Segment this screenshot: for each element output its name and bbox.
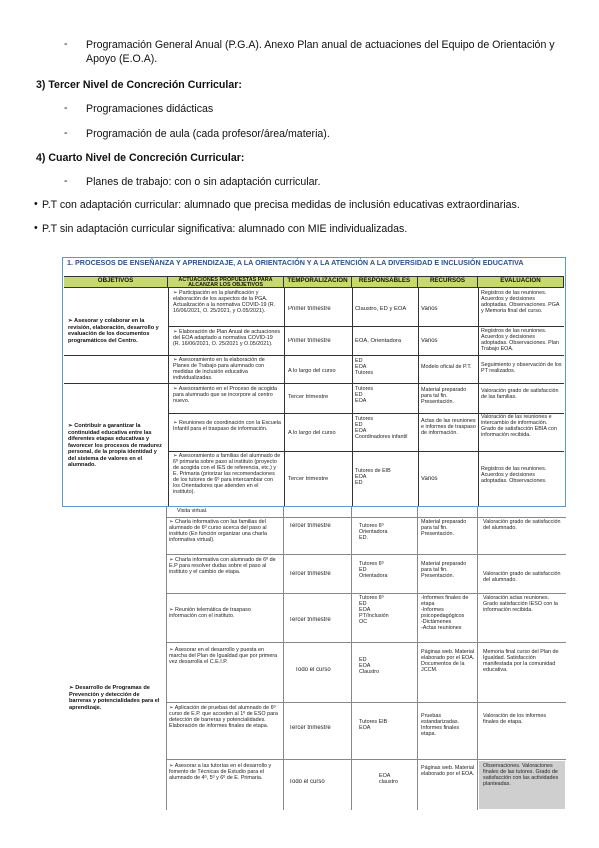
- recursos-cell: -Informes finales de etapa -Informes psicopedagógicos -Dictámenes -Actas reuniones: [421, 595, 469, 631]
- row-divider: [166, 642, 566, 643]
- heading-third-level: 3) Tercer Nivel de Concreción Curricular:: [36, 79, 242, 91]
- row-divider: [168, 451, 564, 452]
- header-actuaciones: ACTUACIONES PROPUESTAS PARA ALCANZAR LOS OBJETIVOS: [168, 276, 284, 288]
- bullet-pt-without-adaptation: P.T sin adaptación curricular significativa: alumnado con MIE individualizadas.: [42, 223, 408, 235]
- temporalizacion-cell: Todo el curso: [295, 667, 331, 673]
- header-evaluacion: EVALUACION: [478, 276, 564, 288]
- col-divider: [352, 288, 353, 506]
- recursos-cell: Páginas web. Material elaborado por el EOA.: [421, 765, 475, 777]
- dash-marker: -: [64, 38, 68, 50]
- objective-text: Contribuir a garantizar la continuidad educativa entre las diferentes etapas educativas y favorecer los procesos de madurez personal, de la propia identidad y del sistema de valores en el alumnado.: [68, 423, 162, 468]
- recursos-cell: Varios: [421, 306, 438, 312]
- row-divider: [166, 702, 566, 703]
- actuacion-cell: ➢ Asesorar en el desarrollo y puesta en marcha del Plan de Igualdad que por primera vez desarrolla el C.E.I.P.: [169, 647, 278, 665]
- recursos-cell: Material preparado para tal fin. Presentación.: [421, 387, 467, 405]
- list-item-pga: [86, 38, 576, 66]
- objective-cell: ➢ Contribuir a garantizar la continuidad educativa entre las diferentes etapas educativas y favorecer los procesos de madurez personal, de la propia identidad y del sistema de valores en el alumnado.: [64, 423, 168, 473]
- temporalizacion-cell: Todo el curso: [289, 779, 325, 785]
- responsables-cell: Claustro, ED y EOA: [355, 306, 407, 312]
- recursos-cell: Páginas web. Material elaborado por el EOA. Documentos de la JCCM.: [421, 649, 475, 673]
- actuacion-cell: ➢ Reunión telemática de traspaso información con el instituto.: [169, 607, 251, 619]
- table-section-title: 1. PROCESOS DE ENSEÑANZA Y APRENDIZAJE, A LA ORIENTACIÓN Y A LA ATENCIÓN A LA DIVERSIDAD E INCLUSIÓN EDUCATIVA: [67, 258, 524, 267]
- actuacion-text: Asesoramiento a familias del alumnado de 6º primaria sobre paso al instituto (proyecto de acogida con el IES de referencia, etc.) y E. Primaria (priorizar las recomendaciones de los tutores de 6º para intercambiar con los Orientadores que atienden en el instituto).: [173, 453, 281, 495]
- table-frame: [62, 257, 566, 507]
- actuacion-cell: ➢ Asesoramiento en la elaboración de Planes de Trabajo para alumnado con medidas de inclusión educativa individualizadas.: [173, 357, 265, 381]
- temporalizacion-cell: A lo largo del curso: [288, 430, 336, 436]
- evaluacion-cell: Seguimiento y observación de los PT realizados.: [481, 362, 562, 374]
- temporalizacion-cell: Tercer trimestre: [288, 476, 329, 482]
- row-divider: [64, 383, 564, 384]
- actuacion-cell: ➢ Aplicación de pruebas del alumnado de 6º curso de E.P. que acceden al 1º de ESO para detección de barreras y potencialidades. Elaboración de informes finales de etapa.: [169, 705, 278, 729]
- dash-marker: -: [64, 175, 68, 187]
- header-responsables: RESPONSABLES: [352, 276, 418, 288]
- evaluacion-cell: Valoración actas reuniones. Grado satisfacción IESO con la información recibida.: [483, 595, 558, 613]
- responsables-cell: Tutores 6º ED Orientadora: [359, 561, 388, 579]
- recursos-cell: Modelo oficial de P.T.: [421, 364, 472, 370]
- evaluacion-cell: Valoración de las reuniones e intercambio de información. Grado de satisfacción EBIA con información recibida.: [481, 414, 557, 438]
- bullet-marker: •: [34, 222, 38, 234]
- responsables-cell: EOA, Orientadora: [355, 338, 402, 344]
- responsables-cell: ED EOA Tutores: [355, 358, 374, 376]
- actuacion-text: Asesoramiento en el Proceso de acogida para alumnado que se incorpore al centro nuevo.: [173, 386, 278, 404]
- responsables-cell: EOA claustro: [379, 773, 398, 785]
- row-divider: [168, 326, 564, 327]
- recursos-cell: Varios: [421, 338, 438, 344]
- temporalizacion-cell: Primer trimestre: [288, 306, 331, 312]
- dash-marker: -: [64, 102, 68, 114]
- responsables-cell: Tutores de EIB EOA ED: [355, 468, 391, 486]
- actuacion-text: Reunión telemática de traspaso información con el instituto.: [169, 607, 251, 619]
- recursos-cell: Pruebas estandarizadas. Informes finales etapa.: [421, 713, 460, 737]
- actuacion-cell: ➢ Asesorar a las tutorías en el desarrollo y fomento de Técnicas de Estudio para el alumnado de 4º, 5º y 6º de E. Primaria.: [169, 763, 272, 781]
- row-divider: [166, 554, 566, 555]
- header-objetivos: OBJETIVOS: [64, 276, 168, 288]
- evaluacion-cell: Observaciones. Valoraciones finales de las tutores. Grado de satisfacción con las actividades planteadas.: [483, 763, 559, 787]
- temporalizacion-cell: A lo largo del curso: [288, 368, 336, 374]
- lower-table: [63, 507, 566, 810]
- col-divider: [478, 288, 479, 506]
- actuacion-text: Reuniones de coordinación con la Escuela Infantil para el traspaso de información.: [173, 420, 281, 432]
- col-divider: [418, 288, 419, 506]
- actuacion-cell: ➢ Charla informativa con las familias del alumnado de 6º curso acerca del paso al instituto (En función organizar una charla informativa virtual).: [169, 519, 267, 543]
- list-item-work-plans: Planes de trabajo: con o sin adaptación curricular.: [86, 176, 321, 188]
- evaluacion-cell: Registros de las reuniones. Acuerdos y decisiones adoptadas. Observaciones. Plan Trabajo EOA.: [481, 328, 559, 352]
- col-divider: [477, 507, 478, 810]
- evaluacion-cell: Valoración grado de satisfacción del alumnado.: [483, 571, 561, 583]
- objective-text: Asesorar y colaborar en la revisión, elaboración, desarrollo y evaluación de los documentos programáticos del Centro.: [68, 318, 159, 344]
- actuacion-cell: [171, 508, 279, 514]
- temporalizacion-cell: Primer trimestre: [288, 338, 331, 344]
- col-divider: [351, 507, 352, 810]
- actuacion-cell: ➢ Asesoramiento en el Proceso de acogida para alumnado que se incorpore al centro nuevo.: [173, 386, 278, 404]
- dash-marker: -: [64, 127, 68, 139]
- col-divider: [283, 507, 284, 810]
- header-recursos: RECURSOS: [418, 276, 478, 288]
- evaluacion-cell: Memoria final curso del Plan de Igualdad. Satisfacción manifestada por la comunidad educativa.: [483, 649, 559, 673]
- actuacion-text: Participación en la planificación y elaboración de los aspectos de la PGA. Actualización a la normativa COVID-19 (R. 16/06/2021, O. 25/2021, y O.05/2021).: [173, 290, 276, 314]
- actuacion-text: Charla informativa con las familias del alumnado de 6º curso acerca del paso al instituto (En función organizar una charla informativa virtual).: [169, 519, 267, 543]
- bullet-marker: •: [34, 198, 38, 210]
- row-divider: [166, 517, 566, 518]
- temporalizacion-cell: Tercer trimestre: [288, 394, 329, 400]
- actuacion-cell: ➢ Participación en la planificación y elaboración de los aspectos de la PGA. Actualización a la normativa COVID-19 (R. 16/06/2021, O. 25/2021, y O.05/2021).: [173, 290, 276, 314]
- actuacion-text: Charla informativa con alumnado de 6º de E.P para resolver dudas sobre el paso al instituto y el cambio de etapa.: [169, 557, 276, 575]
- evaluacion-cell: Valoración grado de satisfacción de las familias.: [481, 388, 559, 400]
- responsables-cell: ED EOA Claustro: [359, 657, 380, 675]
- objective-cell: ➢ Asesorar y colaborar en la revisión, elaboración, desarrollo y evaluación de los documentos programáticos del Centro.: [64, 318, 168, 358]
- bullet-pt-with-adaptation: P.T con adaptación curricular: alumnado que precisa medidas de inclusión educativas extraordinarias.: [42, 199, 520, 211]
- row-divider: [166, 759, 566, 760]
- actuacion-text: Asesorar a las tutorías en el desarrollo y fomento de Técnicas de Estudio para el alumnado de 4º, 5º y 6º de E. Primaria.: [169, 763, 272, 781]
- recursos-cell: Material preparado para tal fin. Presentación.: [421, 519, 467, 537]
- recursos-cell: Material preparado para tal fin. Presentación.: [421, 561, 467, 579]
- responsables-cell: Tutores 6º Orientadora ED.: [359, 523, 388, 541]
- row-divider: [166, 593, 566, 594]
- col-divider: [417, 507, 418, 810]
- responsables-cell: Tutores ED EOA: [355, 386, 374, 404]
- pga-line-2: Apoyo (E.O.A).: [86, 53, 158, 65]
- header-temporalizacion: TEMPORALIZACION: [284, 276, 352, 288]
- temporalizacion-cell: Tercer trimestre: [289, 617, 331, 623]
- actuacion-text: Visita virtual.: [177, 508, 208, 514]
- col-divider: [284, 288, 285, 506]
- responsables-cell: Tutores 6º ED EOA PT/Inclusión OC: [359, 595, 389, 625]
- actuacion-cell: ➢ Reuniones de coordinación con la Escuela Infantil para el traspaso de información.: [173, 420, 281, 432]
- actuacion-cell: ➢ Charla informativa con alumnado de 6º de E.P para resolver dudas sobre el paso al instituto y el cambio de etapa.: [169, 557, 276, 575]
- evaluacion-cell: Registros de las reuniones. Acuerdos y decisiones adoptadas. Observaciones. PGA y Memoria final del curso.: [481, 290, 560, 314]
- actuacion-text: Asesoramiento en la elaboración de Planes de Trabajo para alumnado con medidas de inclusión educativa individualizadas.: [173, 357, 265, 381]
- col-divider: [166, 507, 167, 810]
- recursos-cell: Varios: [421, 476, 438, 482]
- evaluacion-cell: Valoración de los informes finales de etapa.: [483, 713, 547, 725]
- temporalizacion-cell: Tercer trimestre: [289, 725, 331, 731]
- recursos-cell: Actas de las reuniones e informes de traspaso de información.: [421, 418, 476, 436]
- actuacion-text: Aplicación de pruebas del alumnado de 6º curso de E.P. que acceden al 1º de ESO para detección de barreras y potencialidades. Elaboración de informes finales de etapa.: [169, 705, 278, 729]
- responsables-cell: Tutores EIB EOA: [359, 719, 388, 731]
- list-item-didactic: Programaciones didácticas: [86, 103, 214, 115]
- col-divider: [168, 288, 169, 506]
- row-divider: [64, 355, 564, 356]
- evaluacion-cell: Registros de las reuniones. Acuerdos y decisiones adoptadas. Observaciones.: [481, 466, 547, 484]
- actuacion-cell: ➢ Elaboración de Plan Anual de actuaciones del EOA adaptado a normativa COVID-19 (R. 16/06/2021, O. 25/2021 y O.05/2021).: [173, 329, 281, 347]
- pga-line-1: Programación General Anual (P.G.A). Anexo Plan anual de actuaciones del Equipo de Orientación y: [86, 39, 555, 51]
- actuacion-cell: ➢ Asesoramiento a familias del alumnado de 6º primaria sobre paso al instituto (proyecto de acogida con el IES de referencia, etc.) y E. Primaria (priorizar las recomendaciones de los tutores de 6º para intercambiar con los Orientadores que atienden en el instituto).: [173, 453, 281, 495]
- list-item-classroom: Programación de aula (cada profesor/área/materia).: [86, 128, 330, 140]
- objective-text: Desarrollo de Programas de Prevención y detección de barreras y potencialidades para el aprendizaje.: [69, 685, 160, 711]
- heading-fourth-level: 4) Cuarto Nivel de Concreción Curricular:: [36, 152, 245, 164]
- actuacion-text: Elaboración de Plan Anual de actuaciones del EOA adaptado a normativa COVID-19 (R. 16/06/2021, O. 25/2021 y O.05/2021).: [173, 329, 281, 347]
- objective-cell: ➢ Desarrollo de Programas de Prevención y detección de barreras y potencialidades para el aprendizaje.: [65, 685, 165, 735]
- evaluacion-cell: Valoración grado de satisfacción del alumnado.: [483, 519, 561, 531]
- responsables-cell: Tutores ED EOA Coordinadores infantil: [355, 416, 408, 440]
- actuacion-text: Asesorar en el desarrollo y puesta en marcha del Plan de Igualdad que por primera vez desarrolla el C.E.I.P.: [169, 647, 278, 665]
- temporalizacion-cell: Tercer trimestre: [289, 571, 331, 577]
- temporalizacion-cell: Tercer trimestre: [289, 523, 331, 529]
